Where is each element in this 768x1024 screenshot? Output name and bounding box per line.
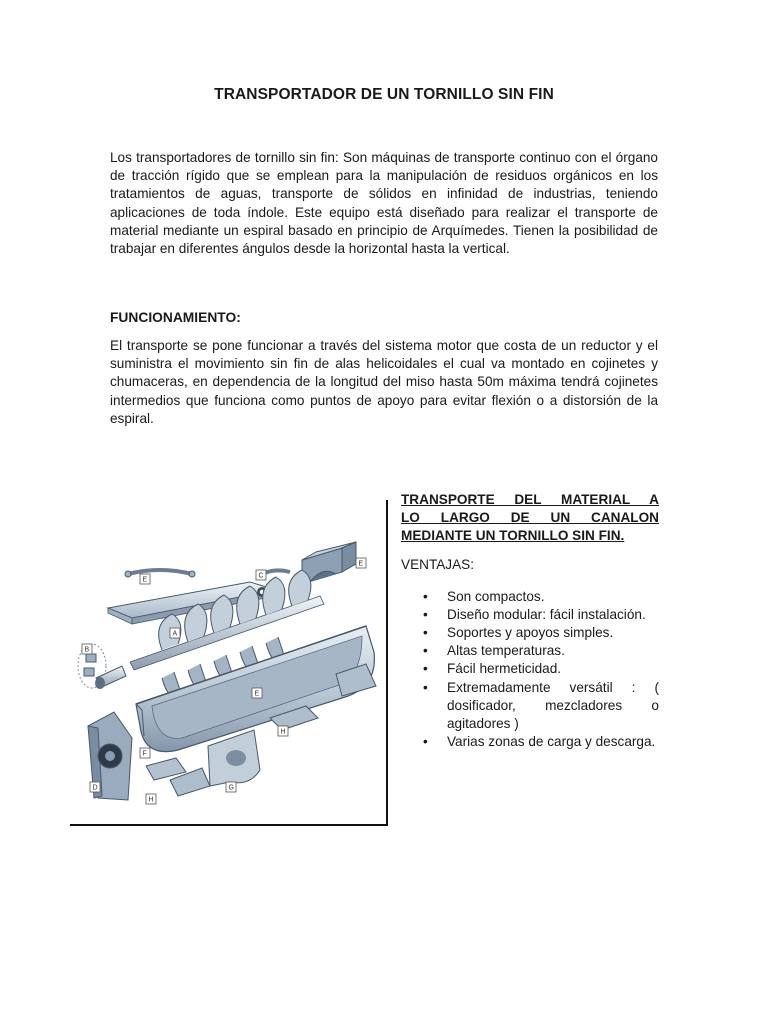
bullet-icon: • [423, 588, 428, 604]
list-item: • Diseño modular: fácil instalación. [401, 606, 659, 624]
inlet-hopper [302, 542, 356, 584]
caption-line: LO LARGO DE UN CANALON [401, 510, 659, 526]
part-label-e2: E [358, 560, 364, 568]
screw-conveyor-figure [70, 500, 388, 826]
bullet-icon: • [423, 643, 428, 659]
list-item: • Extremadamente versátil : ( dosificador, mezcladores o agitadores ) [423, 679, 659, 732]
ventajas-label: VENTAJAS: [401, 556, 475, 572]
document-title: TRANSPORTADOR DE UN TORNILLO SIN FIN [214, 86, 554, 103]
bullet-icon: • [423, 606, 428, 622]
part-label-h1: H [280, 728, 286, 736]
list-item: • Varias zonas de carga y descarga. [401, 733, 659, 751]
bullet-icon: • [423, 734, 428, 750]
part-label-f: F [142, 750, 147, 758]
section-heading: FUNCIONAMIENTO: [110, 310, 241, 325]
caption-line: TRANSPORTE DEL MATERIAL A [401, 492, 659, 507]
bullet-icon: • [423, 625, 428, 641]
intro-paragraph: Los transportadores de tornillo sin fin: Son máquinas de transporte continuo con el órgano de tracción rígido que se emplean para la manipulación de residuos orgánicos en los tratamientos de aguas, transporte de sólidos en infinidad de industrias, teniendo aplicaciones de toda índole. Este equipo está diseñado para realizar el transporte de material mediante un espiral basado en principio de Arquímedes. Tienen la posibilidad de trabajar en diferentes ángulos desde la horizontal hasta la vertical. [110, 150, 658, 257]
part-label-b: B [84, 646, 90, 654]
advantages-panel [401, 491, 659, 751]
bullet-icon: • [423, 679, 428, 695]
part-label-d: D [92, 784, 98, 792]
part-label-a: A [172, 630, 178, 638]
advantages-list [401, 588, 659, 752]
figure-caption [401, 491, 659, 546]
exploded-view-illustration [70, 500, 386, 824]
list-item: • Soportes y apoyos simples. [401, 624, 659, 642]
list-item: • Son compactos. [401, 588, 659, 606]
part-label-g: G [228, 784, 234, 792]
bullet-icon: • [423, 661, 428, 677]
part-label-e3: E [254, 690, 260, 698]
part-label-c: C [258, 572, 264, 580]
caption-line: MEDIANTE UN TORNILLO SIN FIN. [401, 528, 625, 544]
list-item: • Altas temperaturas. [401, 642, 659, 660]
list-item: • Fácil hermeticidad. [401, 660, 659, 678]
section-paragraph: El transporte se pone funcionar a través del sistema motor que costa de un reductor y el suministra el movimiento sin fin de alas helicoidales el cual va montado en cojinetes y chumaceras, en dependencia de la longitud del miso hasta 50m máxima tendrá cojinetes intermedios que funciona como puntos de apoyo para evitar flexión o a distorsión de la espiral. [110, 338, 658, 426]
part-label-h2: H [148, 796, 154, 804]
clamp-part [125, 570, 195, 577]
part-label-e1: E [142, 576, 148, 584]
